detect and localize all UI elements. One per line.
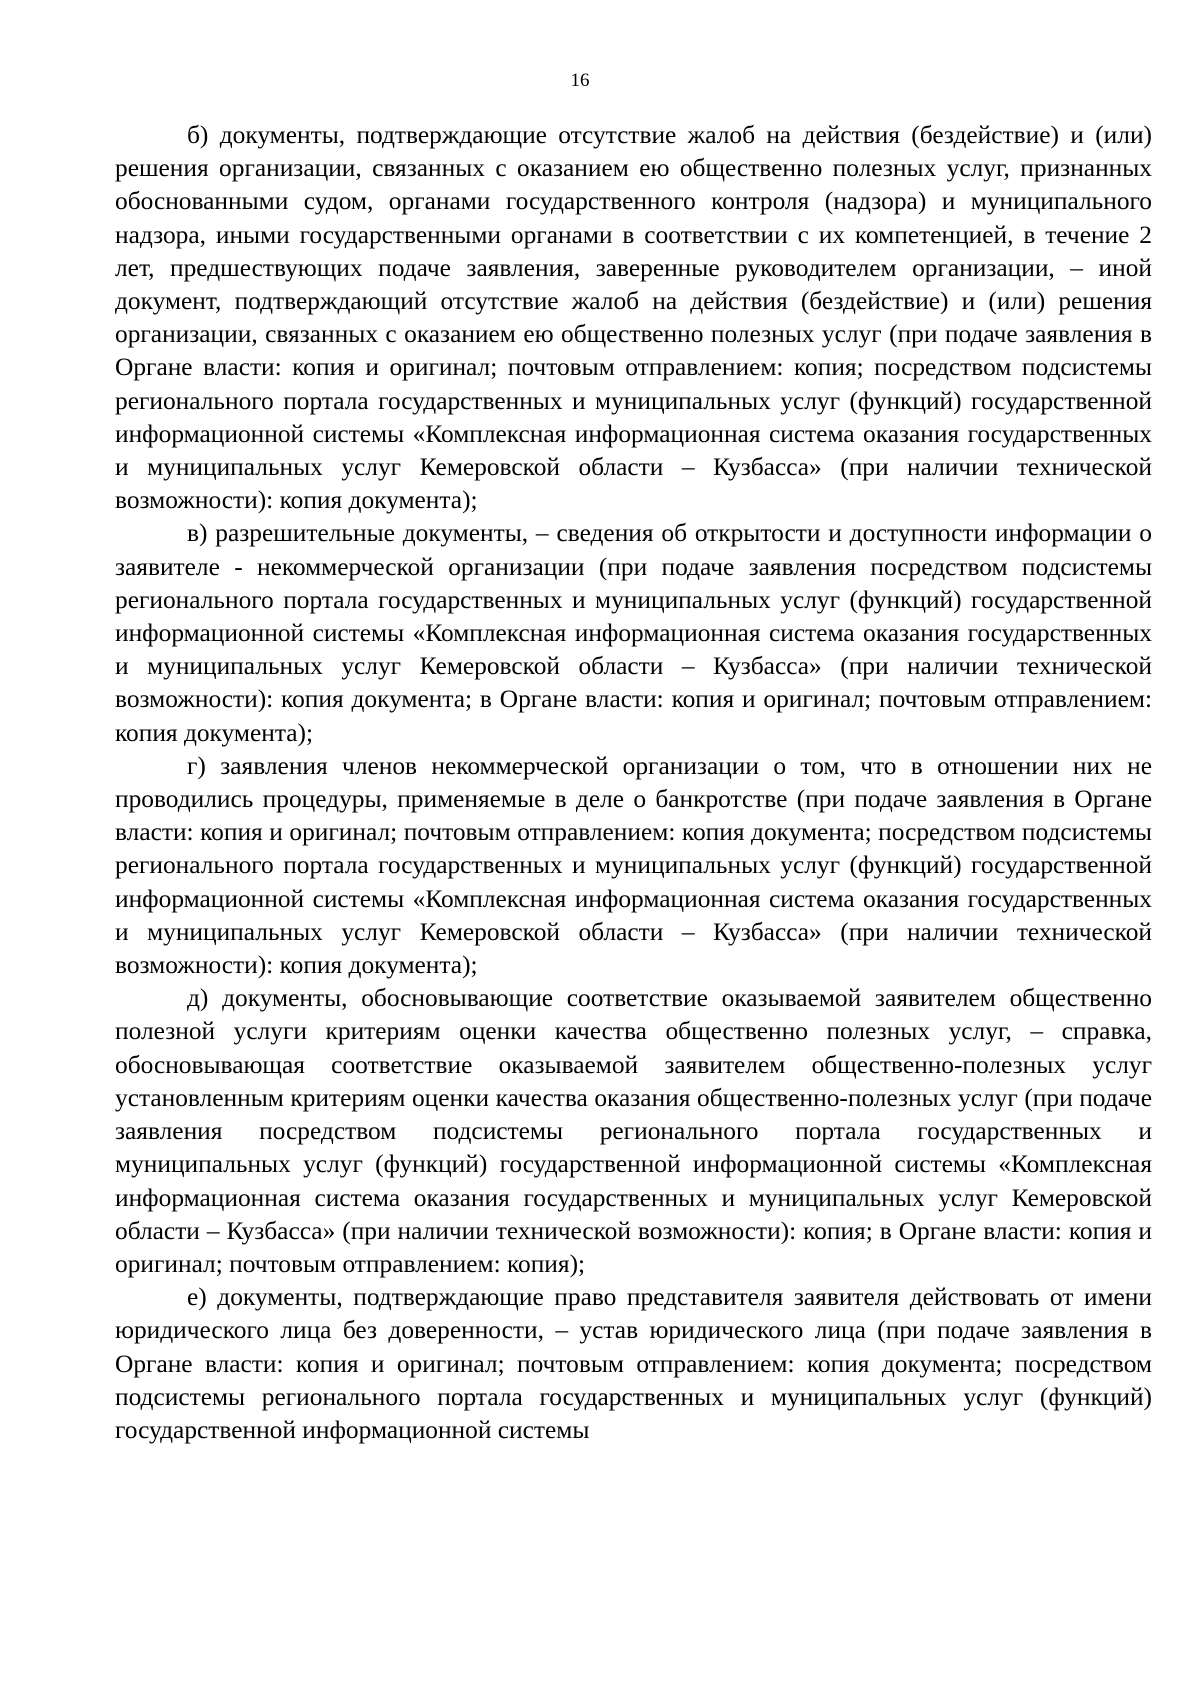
page-number: 16 (570, 70, 590, 91)
paragraph-g: г) заявления членов некоммерческой организации о том, что в отношении них не проводились процедуры, применяемые в деле о банкротстве (при подаче заявления в Органе власти: копия и оригинал; почтовым отправлением: копия документа; посредством подсистемы регионального портала государственных и муниципальных услуг (функций) государственной информационной системы «Комплексная информационная система оказания государственных и муниципальных услуг Кемеровской области – Кузбасса» (при наличии технической возможности): копия документа); (115, 751, 1152, 980)
paragraph-b: б) документы, подтверждающие отсутствие жалоб на действия (бездействие) и (или) решения организации, связанных с оказанием ею общественно полезных услуг, признанных обоснованными судом, органами государственного контроля (надзора) и муниципального надзора, иными государственными органами в соответствии с их компетенцией, в течение 2 лет, предшествующих подаче заявления, заверенные руководителем организации, – иной документ, подтверждающий отсутствие жалоб на действия (бездействие) и (или) решения организации, связанных с оказанием ею общественно полезных услуг (при подаче заявления в Органе власти: копия и оригинал; почтовым отправлением: копия; посредством подсистемы регионального портала государственных и муниципальных услуг (функций) государственной информационной системы «Комплексная информационная система оказания государственных и муниципальных услуг Кемеровской области – Кузбасса» (при наличии технической возможности): копия документа); (115, 121, 1152, 515)
paragraph-e: е) документы, подтверждающие право представителя заявителя действовать от имени юридического лица без доверенности, – устав юридического лица (при подаче заявления в Органе власти: копия и оригинал; почтовым отправлением: копия документа; посредством подсистемы регионального портала государственных и муниципальных услуг (функций) государственной информационной системы (115, 1283, 1152, 1444)
paragraph-v: в) разрешительные документы, – сведения об открытости и доступности информации о заявителе - некоммерческой организации (при подаче заявления посредством подсистемы регионального портала государственных и муниципальных услуг (функций) государственной информационной системы «Комплексная информационная система оказания государственных и муниципальных услуг Кемеровской области – Кузбасса» (при наличии технической возможности): копия документа; в Органе власти: копия и оригинал; почтовым отправлением: копия документа); (115, 519, 1152, 747)
document-body (115, 119, 1152, 1447)
paragraph-d: д) документы, обосновывающие соответствие оказываемой заявителем общественно полезной услуги критериям оценки качества общественно полезных услуг, – справка, обосновывающая соответствие оказываемой заявителем общественно-полезных услуг установленным критериям оценки качества оказания общественно-полезных услуг (при подаче заявления посредством подсистемы регионального портала государственных и муниципальных услуг (функций) государственной информационной системы «Комплексная информационная система оказания государственных и муниципальных услуг Кемеровской области – Кузбасса» (при наличии технической возможности): копия; в Органе власти: копия и оригинал; почтовым отправлением: копия); (115, 984, 1152, 1278)
